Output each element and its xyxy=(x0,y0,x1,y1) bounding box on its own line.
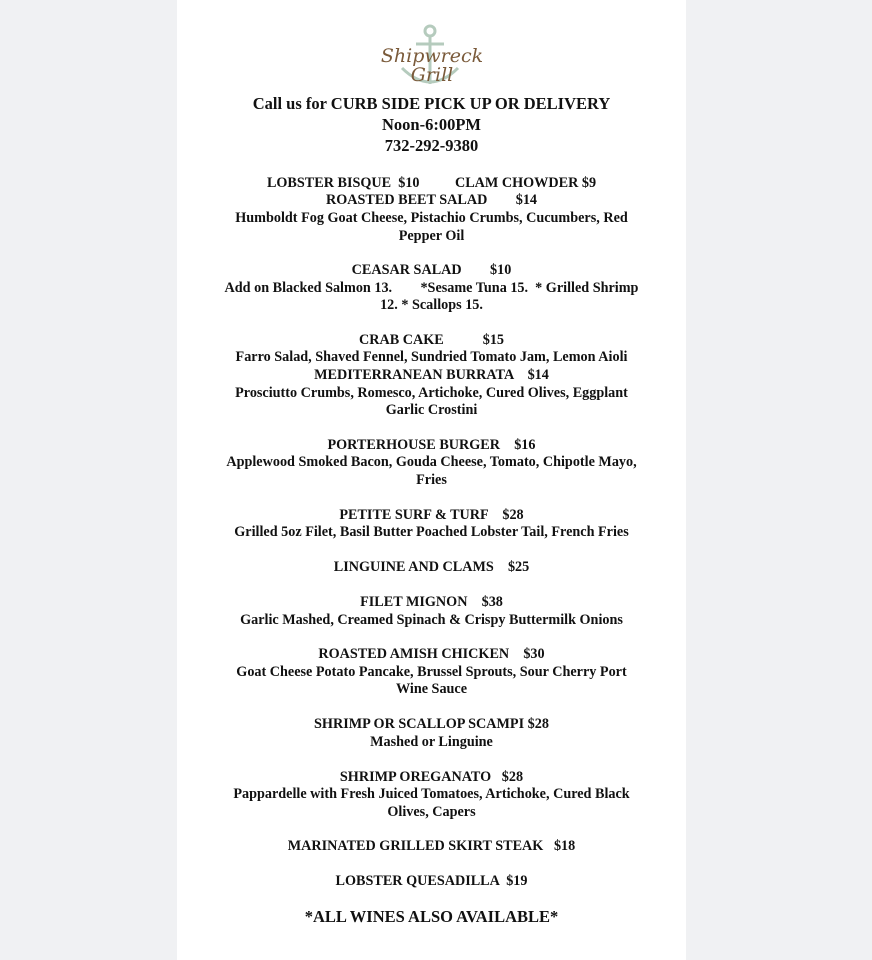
menu-line: Grilled 5oz Filet, Basil Butter Poached Lobster Tail, French Fries xyxy=(234,524,629,540)
menu-line: Wine Sauce xyxy=(395,681,468,697)
menu-line: LINGUINE AND CLAMS $25 xyxy=(333,559,530,575)
menu-line: Prosciutto Crumbs, Romesco, Artichoke, Cured Olives, Eggplant xyxy=(235,385,628,401)
menu-line: CEASAR SALAD $10 xyxy=(351,262,512,278)
wines-available-note: *ALL WINES ALSO AVAILABLE* xyxy=(304,907,559,926)
menu-line: SHRIMP OREGANATO $28 xyxy=(339,769,524,785)
menu-line: Applewood Smoked Bacon, Gouda Cheese, Tomato, Chipotle Mayo, xyxy=(226,454,637,470)
menu-line: Olives, Capers xyxy=(387,804,476,820)
menu-line: MARINATED GRILLED SKIRT STEAK $18 xyxy=(287,838,576,854)
menu-line: ROASTED BEET SALAD $14 xyxy=(325,192,538,208)
menu-page xyxy=(177,0,686,960)
menu-line: Garlic Mashed, Creamed Spinach & Crispy Buttermilk Onions xyxy=(240,612,623,628)
menu-line: LOBSTER BISQUE $10 CLAM CHOWDER $9 xyxy=(266,175,597,191)
menu-line: Pepper Oil xyxy=(398,228,465,244)
menu-line: MEDITERRANEAN BURRATA $14 xyxy=(314,367,549,383)
menu-line: Mashed or Linguine xyxy=(370,734,493,750)
menu-line: PORTERHOUSE BURGER $16 xyxy=(327,437,536,453)
menu-line: Garlic Crostini xyxy=(385,402,478,418)
menu-line: Humboldt Fog Goat Cheese, Pistachio Crumbs, Cucumbers, Red xyxy=(235,210,628,226)
menu-line: ROASTED AMISH CHICKEN $30 xyxy=(318,646,545,662)
pickup-delivery-heading: Call us for CURB SIDE PICK UP OR DELIVERY xyxy=(252,94,611,113)
phone-number: 732-292-9380 xyxy=(384,136,479,155)
menu-line: 12. * Scallops 15. xyxy=(380,297,483,313)
menu-line: FILET MIGNON $38 xyxy=(360,594,503,610)
menu-line: CRAB CAKE $15 xyxy=(358,332,505,348)
restaurant-logo xyxy=(372,22,492,92)
menu-line: Farro Salad, Shaved Fennel, Sundried Tomato Jam, Lemon Aioli xyxy=(235,349,628,365)
menu-line: LOBSTER QUESADILLA $19 xyxy=(335,873,528,889)
logo-text-line2: Grill xyxy=(410,64,454,86)
menu-line: PETITE SURF & TURF $28 xyxy=(339,507,524,523)
hours-text: Noon-6:00PM xyxy=(382,115,481,134)
logo-text-line1: Shipwreck xyxy=(380,45,484,67)
menu-line: Pappardelle with Fresh Juiced Tomatoes, Artichoke, Cured Black xyxy=(233,786,630,802)
menu-line: SHRIMP OR SCALLOP SCAMPI $28 xyxy=(314,716,549,732)
menu-line: Fries xyxy=(416,472,447,488)
menu-line: Goat Cheese Potato Pancake, Brussel Sprouts, Sour Cherry Port xyxy=(236,664,627,680)
menu-line: Add on Blacked Salmon 13. *Sesame Tuna 15. * Grilled Shrimp xyxy=(224,280,639,296)
